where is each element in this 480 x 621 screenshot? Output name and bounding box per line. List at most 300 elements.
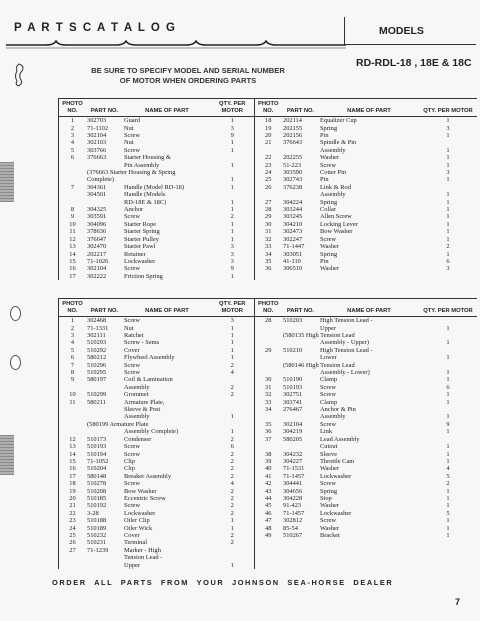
part-name-cell: Washer	[320, 502, 340, 510]
part-name-cell: Guard	[124, 117, 140, 125]
part-name-cell: Cover	[124, 531, 140, 539]
part-name-cell: Cotter Pin	[320, 169, 347, 177]
part-name-cell: Upper	[124, 561, 140, 569]
part-name-cell: Pin Assembly	[124, 161, 160, 169]
col-name: NAME OF PART	[123, 99, 211, 117]
part-name-cell: Pin	[320, 176, 329, 184]
part-no-cell: 376238	[283, 183, 303, 191]
qty-cell: 4	[230, 369, 234, 377]
photo-no-cell	[59, 428, 86, 435]
qty-cell: 1	[230, 428, 234, 436]
qty-cell: 1	[230, 117, 234, 125]
photo-no-cell	[59, 199, 86, 206]
part-name-cell: Bracket	[320, 531, 340, 539]
photo-no-cell	[254, 443, 282, 450]
part-no-cell	[86, 413, 123, 420]
part-no-cell	[86, 428, 123, 435]
part-no-cell: 302703	[87, 117, 107, 125]
part-name-cell: Pin	[320, 257, 329, 265]
qty-cell	[211, 154, 254, 161]
photo-no-cell: 32	[254, 236, 282, 243]
photo-no-cell: 27	[69, 546, 76, 554]
part-no-cell: 304325	[87, 206, 107, 214]
table-row	[59, 399, 477, 406]
table-row	[59, 436, 477, 443]
part-name-cell: Nut	[124, 124, 134, 132]
photo-no-cell: 15	[69, 257, 76, 265]
part-no-cell: 510192	[87, 502, 107, 510]
photo-no-cell: 35	[254, 421, 282, 428]
part-no-cell	[282, 339, 319, 346]
part-name-cell: Clamp	[320, 398, 338, 406]
part-name-cell: Screw	[320, 383, 336, 391]
part-no-cell: 376663	[87, 154, 107, 162]
qty-cell: 2	[230, 391, 234, 399]
part-name-cell: Equalizer Cup	[320, 117, 357, 125]
ordering-notice	[58, 66, 318, 86]
table-row	[59, 465, 477, 472]
col-qty: QTY. PER MOTOR	[211, 99, 254, 117]
table-row	[59, 413, 477, 420]
part-name-cell	[319, 273, 419, 280]
qty-cell: 1	[230, 139, 234, 147]
part-no-cell: 71-1331	[87, 324, 109, 332]
table-row	[59, 317, 477, 325]
part-no-cell	[86, 384, 123, 391]
part-no-cell: 306510	[283, 265, 303, 273]
photo-no-cell: 14	[69, 250, 76, 258]
qty-cell: 1	[446, 250, 450, 258]
qty-cell: 1	[446, 517, 450, 525]
part-no-cell: 510296	[87, 361, 107, 369]
photo-no-cell: 41	[254, 473, 282, 480]
part-no-cell	[282, 325, 319, 332]
qty-cell: 1	[230, 339, 234, 347]
photo-no-cell	[254, 354, 282, 361]
photo-no-cell: 4	[70, 339, 75, 347]
table-row	[59, 480, 477, 487]
table-row	[59, 384, 477, 391]
photo-no-cell: 4	[70, 139, 75, 147]
part-no-cell: 71-1531	[283, 465, 305, 473]
part-no-cell: 304210	[283, 220, 303, 228]
qty-cell: 1	[230, 346, 234, 354]
qty-cell: 2	[230, 539, 234, 547]
photo-no-cell: 7	[70, 361, 75, 369]
part-no-cell: 71-1239	[87, 546, 109, 554]
qty-cell: 1	[446, 176, 450, 184]
qty-cell: 1	[230, 206, 234, 214]
qty-cell: 6	[446, 257, 450, 265]
qty-cell: 2	[230, 502, 234, 510]
photo-no-cell: 16	[69, 465, 76, 473]
photo-no-cell	[254, 547, 282, 554]
photo-no-cell: 33	[254, 399, 282, 406]
photo-no-cell: 43	[254, 488, 282, 495]
photo-no-cell: 24	[69, 524, 76, 532]
table-row	[59, 391, 477, 398]
photo-no-cell: 48	[254, 525, 282, 532]
qty-cell: 1	[446, 428, 450, 436]
table-row	[59, 176, 477, 183]
photo-no-cell: 26	[69, 539, 76, 547]
qty-cell: 1	[230, 332, 234, 339]
photo-no-cell: 11	[69, 398, 76, 406]
qty-cell: 2	[230, 531, 234, 539]
part-name-cell: Upper	[320, 324, 336, 332]
table-row	[59, 532, 477, 539]
qty-cell	[419, 347, 477, 354]
qty-cell: 1	[230, 517, 234, 525]
table-row	[59, 421, 477, 428]
col-part-no: PART NO.	[282, 299, 319, 317]
photo-no-cell: 8	[70, 206, 75, 214]
part-no-cell: 302103	[87, 139, 107, 147]
qty-cell	[419, 273, 477, 280]
photo-no-cell: 30	[254, 376, 282, 383]
qty-cell: 9	[446, 420, 450, 428]
part-no-cell	[86, 554, 123, 561]
photo-no-cell: 12	[69, 435, 76, 443]
parts-table-1	[58, 98, 477, 280]
part-name-cell	[319, 539, 419, 546]
part-no-cell: 304656	[283, 487, 303, 495]
part-name-cell: Washer	[320, 465, 340, 473]
part-no-cell: 304501	[87, 191, 107, 199]
photo-no-cell: 31	[254, 384, 282, 391]
photo-no-cell	[254, 562, 282, 569]
part-no-cell: 3-28	[87, 509, 99, 517]
part-no-cell	[282, 147, 319, 154]
part-no-cell: 580205	[283, 435, 303, 443]
table-row	[59, 495, 477, 502]
qty-cell: 5	[446, 472, 450, 480]
table-row	[59, 206, 477, 213]
qty-cell: 1	[230, 235, 234, 243]
qty-cell: 1	[230, 198, 234, 206]
part-no-cell: 378636	[87, 228, 107, 236]
qty-cell: 1	[230, 176, 234, 184]
qty-cell: 1	[446, 339, 450, 347]
qty-cell: 3	[230, 243, 234, 251]
qty-cell	[419, 554, 477, 561]
part-name-cell: Spindle & Pin	[320, 139, 357, 147]
table-row	[59, 458, 477, 465]
part-no-cell: 302104	[87, 265, 107, 273]
table-row	[59, 554, 477, 561]
part-no-cell: 302104	[283, 420, 303, 428]
table-row	[59, 228, 477, 235]
table-row	[59, 273, 477, 280]
table-row	[59, 339, 477, 346]
part-no-cell: 303244	[283, 206, 303, 214]
photo-no-cell: 40	[254, 465, 282, 472]
part-no-cell: 71-1457	[283, 509, 305, 517]
table-row	[59, 443, 477, 450]
part-name-cell: Oiler Wick	[124, 524, 153, 532]
photo-no-cell: 23	[69, 517, 76, 525]
part-no-cell: 41-110	[283, 257, 301, 265]
qty-cell: 5	[446, 509, 450, 517]
photo-no-cell: 25	[69, 531, 76, 539]
table-row	[59, 406, 477, 413]
part-no-cell	[86, 406, 123, 413]
binder-hole-1	[10, 306, 21, 321]
part-name-cell: RD-18E & 18C)	[124, 198, 167, 206]
part-name-cell: Starter Housing &	[124, 154, 171, 162]
photo-no-cell	[254, 325, 282, 332]
part-no-cell: 302812	[283, 517, 303, 525]
qty-cell: 4	[446, 465, 450, 473]
part-no-cell	[282, 191, 319, 198]
photo-no-cell: 31	[254, 228, 282, 235]
qty-cell: 1	[446, 213, 450, 221]
table-row	[59, 332, 477, 339]
qty-cell	[211, 406, 254, 413]
photo-no-cell: 18	[254, 117, 282, 125]
photo-no-cell	[254, 554, 282, 561]
table-row	[59, 525, 477, 532]
part-no-cell: 302470	[87, 243, 107, 251]
part-name-cell	[319, 562, 419, 569]
part-no-cell	[86, 562, 123, 569]
photo-no-cell: 11	[69, 228, 76, 236]
photo-no-cell: 25	[254, 176, 282, 183]
table-1-header	[59, 99, 477, 117]
qty-cell	[211, 399, 254, 406]
qty-cell: 1	[230, 228, 234, 236]
table-row	[59, 162, 477, 169]
part-no-cell	[282, 554, 319, 561]
table-row	[59, 199, 477, 206]
photo-no-cell	[59, 162, 86, 169]
photo-no-cell: 47	[254, 517, 282, 524]
photo-no-cell: 19	[254, 125, 282, 132]
part-no-cell: 304219	[283, 428, 303, 436]
part-name-cell: Screw	[320, 161, 336, 169]
col-name: NAME OF PART	[319, 99, 419, 117]
photo-no-cell: 28	[254, 206, 282, 213]
notice-line-1: BE SURE TO SPECIFY MODEL AND SERIAL NUMBER	[91, 66, 285, 75]
part-name-cell: Screw	[124, 146, 140, 154]
part-no-cell: 510208	[87, 487, 107, 495]
table-row	[59, 169, 477, 176]
qty-cell: 1	[230, 354, 234, 362]
part-name-cell: Assembly Complete)	[124, 428, 179, 436]
photo-no-cell: 29	[254, 213, 282, 220]
part-no-cell	[282, 369, 319, 376]
part-no-cell	[282, 547, 319, 554]
col-photo-no: PHOTO NO.	[254, 299, 282, 317]
part-name-cell: Assembly - Lower)	[320, 369, 370, 377]
part-no-cell: 303766	[87, 146, 107, 154]
photo-no-cell: 45	[254, 502, 282, 509]
part-name-cell: Screw	[124, 317, 140, 325]
photo-no-cell: 10	[69, 220, 76, 228]
part-no-cell: 51-223	[283, 161, 302, 169]
table-row	[59, 213, 477, 220]
qty-cell: 2	[446, 243, 450, 251]
part-name-cell: Condenser	[124, 435, 152, 443]
table-row	[59, 325, 477, 332]
photo-no-cell: 23	[254, 162, 282, 169]
part-no-cell: 510267	[283, 531, 303, 539]
qty-cell: 2	[230, 465, 234, 473]
part-name-cell: Assembly - Upper)	[320, 339, 369, 347]
table-row	[59, 258, 477, 265]
qty-cell: 1	[230, 183, 234, 191]
part-no-cell: 276467	[283, 406, 303, 414]
photo-no-cell: 19	[69, 487, 76, 495]
photo-no-cell: 2	[70, 324, 75, 332]
part-name-cell: Spring	[320, 124, 338, 132]
qty-cell: 2	[230, 494, 234, 502]
part-no-cell: 510231	[87, 539, 107, 547]
qty-cell: 2	[230, 450, 234, 458]
table-row	[59, 369, 477, 376]
photo-no-cell: 49	[254, 532, 282, 539]
binder-hole-2	[10, 355, 21, 370]
part-name-cell: Screw	[124, 265, 140, 273]
part-no-cell: 510204	[87, 465, 107, 473]
part-name-cell: Clip	[124, 465, 136, 473]
part-name-cell: Screw	[124, 443, 140, 451]
table-row	[59, 236, 477, 243]
photo-no-cell	[254, 413, 282, 420]
photo-no-cell: 21	[69, 502, 76, 510]
part-no-cell	[86, 199, 123, 206]
part-no-cell: 302743	[283, 176, 303, 184]
part-no-cell: 302247	[283, 235, 303, 243]
part-name-cell: Eccentric Screw	[124, 494, 166, 502]
photo-no-cell	[59, 384, 86, 391]
qty-cell: 1	[446, 220, 450, 228]
qty-cell: 1	[446, 450, 450, 458]
qty-cell: 2	[230, 213, 234, 221]
table-row	[59, 132, 477, 139]
photo-no-cell: 34	[254, 251, 282, 258]
qty-cell: 1	[230, 524, 234, 532]
photo-no-cell: 17	[69, 272, 76, 280]
part-name-cell: Handle (Models	[124, 191, 166, 199]
part-name-cell: Link	[320, 428, 333, 436]
qty-cell: 1	[446, 235, 450, 243]
part-no-cell: 304361	[87, 183, 107, 191]
photo-no-cell: 22	[254, 154, 282, 161]
part-no-cell	[86, 162, 123, 169]
part-name-cell: Starter Pawl	[124, 243, 156, 251]
table-row	[59, 488, 477, 495]
part-name-cell: Screw	[124, 502, 140, 510]
table-row	[59, 502, 477, 509]
part-no-cell: 71-1026	[87, 257, 109, 265]
part-name-cell: Pin	[320, 132, 329, 139]
table-row	[59, 517, 477, 524]
qty-cell: 9	[230, 265, 234, 273]
qty-cell	[419, 317, 477, 325]
part-no-cell: 302468	[87, 317, 107, 325]
part-no-cell: 580148	[87, 472, 107, 480]
part-name-cell: Assembly	[320, 191, 346, 199]
part-name-cell: Marker - High	[124, 546, 161, 554]
table-row	[59, 154, 477, 161]
table-row	[59, 125, 477, 132]
part-no-cell: 510299	[87, 391, 107, 399]
table-2-header	[59, 299, 477, 317]
table-row	[59, 354, 477, 361]
page-number: 7	[455, 597, 461, 607]
part-name-cell: Lockwasher	[320, 472, 352, 480]
part-name-cell: Screw	[320, 235, 336, 243]
part-no-cell: 580211	[87, 398, 106, 406]
part-name-cell: Bow Washer	[320, 228, 353, 236]
qty-cell	[419, 406, 477, 413]
part-no-cell: 510278	[87, 480, 107, 488]
part-no-cell: 302473	[283, 228, 303, 236]
table-2-body	[59, 317, 477, 569]
part-name-cell: Lockwasher	[124, 509, 156, 517]
qty-cell	[419, 139, 477, 146]
photo-no-cell: 24	[254, 169, 282, 176]
part-no-cell: 510188	[87, 517, 107, 525]
qty-cell: 3	[446, 169, 450, 177]
part-no-cell	[282, 354, 319, 361]
photo-no-cell	[59, 413, 86, 420]
part-no-cell: 302111	[87, 332, 106, 339]
qty-cell: 1	[230, 146, 234, 154]
photo-no-cell: 33	[254, 243, 282, 250]
photo-no-cell: 12	[69, 235, 76, 243]
col-photo-no: PHOTO NO.	[59, 99, 86, 117]
part-no-cell: 510232	[87, 531, 107, 539]
photo-no-cell: 29	[254, 347, 282, 354]
qty-cell: 1	[446, 531, 450, 539]
qty-cell: 1	[230, 413, 234, 421]
table-row	[59, 428, 477, 435]
part-name-cell: Starter Rope	[124, 220, 157, 228]
part-name-cell: Lockwasher	[320, 509, 352, 517]
table-row	[59, 547, 477, 554]
parts-table-2	[58, 298, 477, 569]
qty-cell: 6	[446, 383, 450, 391]
qty-cell	[419, 362, 477, 369]
part-name-cell: Handle (Model RD-18)	[124, 183, 184, 191]
photo-no-cell	[59, 169, 86, 176]
qty-cell: 1	[446, 228, 450, 236]
part-no-cell	[282, 539, 319, 546]
photo-no-cell	[59, 421, 86, 428]
photo-no-cell: 8	[70, 369, 75, 377]
photo-no-cell: 32	[254, 391, 282, 398]
photo-no-cell	[254, 191, 282, 198]
models-label: MODELS	[344, 17, 476, 45]
col-part-no: PART NO.	[282, 99, 319, 117]
qty-cell	[419, 562, 477, 569]
qty-cell: 1	[446, 376, 450, 384]
part-name-cell: Ratchet	[124, 332, 144, 339]
part-name-cell: Lower	[320, 354, 337, 362]
part-name-cell: Screw	[320, 517, 336, 525]
part-name-cell: Washer	[320, 265, 340, 273]
part-no-cell: 304228	[283, 494, 303, 502]
part-name-cell: Screw	[124, 361, 140, 369]
part-name-cell: Spring	[320, 198, 338, 206]
table-row	[59, 510, 477, 517]
photo-no-cell: 5	[70, 346, 75, 354]
photo-no-cell	[254, 369, 282, 376]
photo-no-cell: 9	[70, 213, 75, 221]
part-name-cell: Coil & Lamination	[124, 376, 173, 384]
